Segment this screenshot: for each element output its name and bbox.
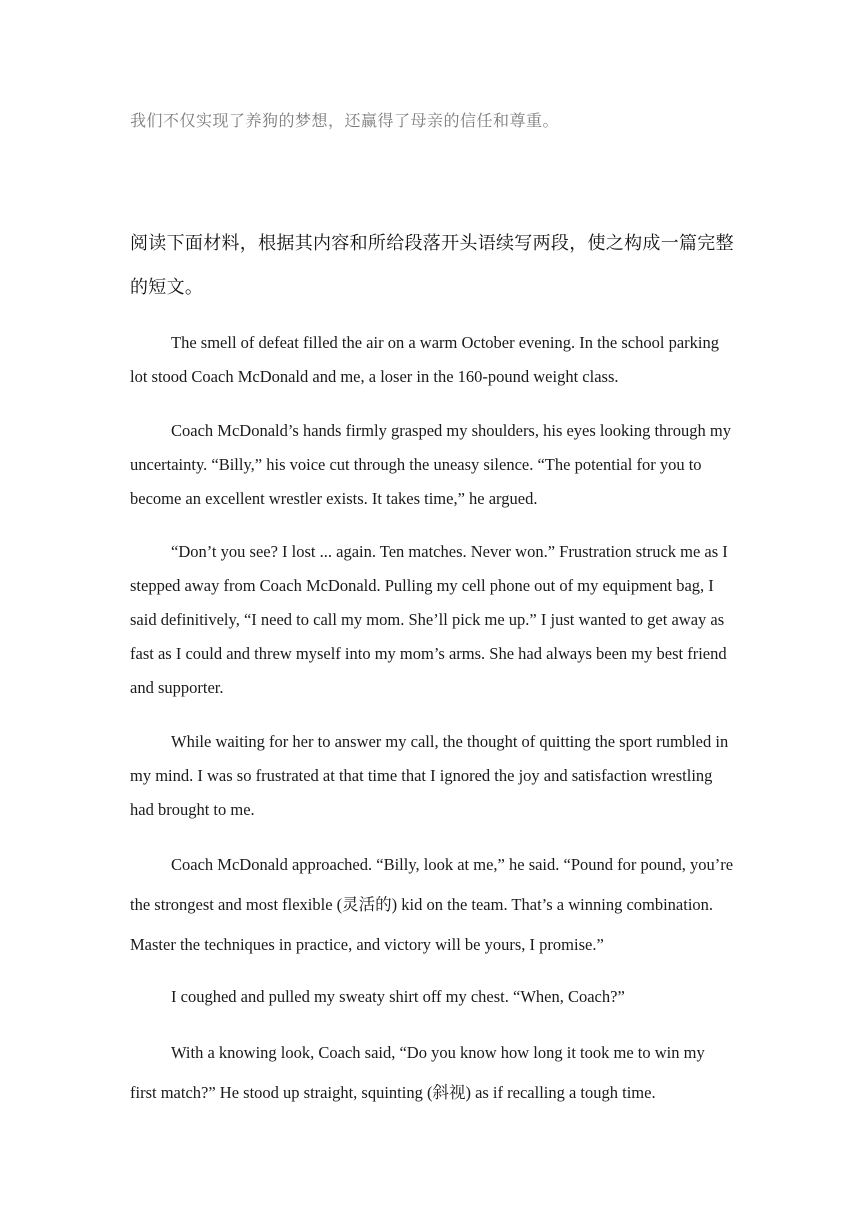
story-paragraph-3: “Don’t you see? I lost ... again. Ten matches. Never won.” Frustration struck me as I stepped away from Coach McDonald. Pulling my cell phone out of my equipment bag, I said definitively, “I need to call my mom. She’ll pick me up.” I just wanted to get away as fast as I could and threw myself into my mom’s arms. She had always been my best friend and supporter.	[130, 542, 728, 697]
story-paragraph-5: Coach McDonald approached. “Billy, look at me,” he said. “Pound for pound, you’re the strongest and most flexible (灵活的) kid on the team. That’s a winning combination. Master the techniques in practice, and victory will be yours, I promise.”	[130, 855, 734, 954]
story-paragraph-7: With a knowing look, Coach said, “Do you know how long it took me to win my first match?” He stood up straight, squinting (斜视) as if recalling a tough time.	[130, 1043, 705, 1102]
story-paragraph-1: The smell of defeat filled the air on a warm October evening. In the school parking lot stood Coach McDonald and me, a loser in the 160-pound weight class.	[130, 333, 719, 386]
story-paragraph-6: I coughed and pulled my sweaty shirt off my chest. “When, Coach?”	[171, 987, 625, 1006]
previous-passage-ending: 我们不仅实现了养狗的梦想，还赢得了母亲的信任和尊重。	[130, 111, 560, 130]
story-paragraph-2: Coach McDonald’s hands firmly grasped my shoulders, his eyes looking through my uncertainty. “Billy,” his voice cut through the uneasy silence. “The potential for you to become an excellent wrestler exists. It takes time,” he argued.	[130, 421, 732, 508]
story-paragraph-4: While waiting for her to answer my call, the thought of quitting the sport rumbled in my mind. I was so frustrated at that time that I ignored the joy and satisfaction wrestling had brought to me.	[130, 732, 729, 819]
task-instruction: 阅读下面材料，根据其内容和所给段落开头语续写两段，使之构成一篇完整的短文。	[130, 233, 734, 298]
